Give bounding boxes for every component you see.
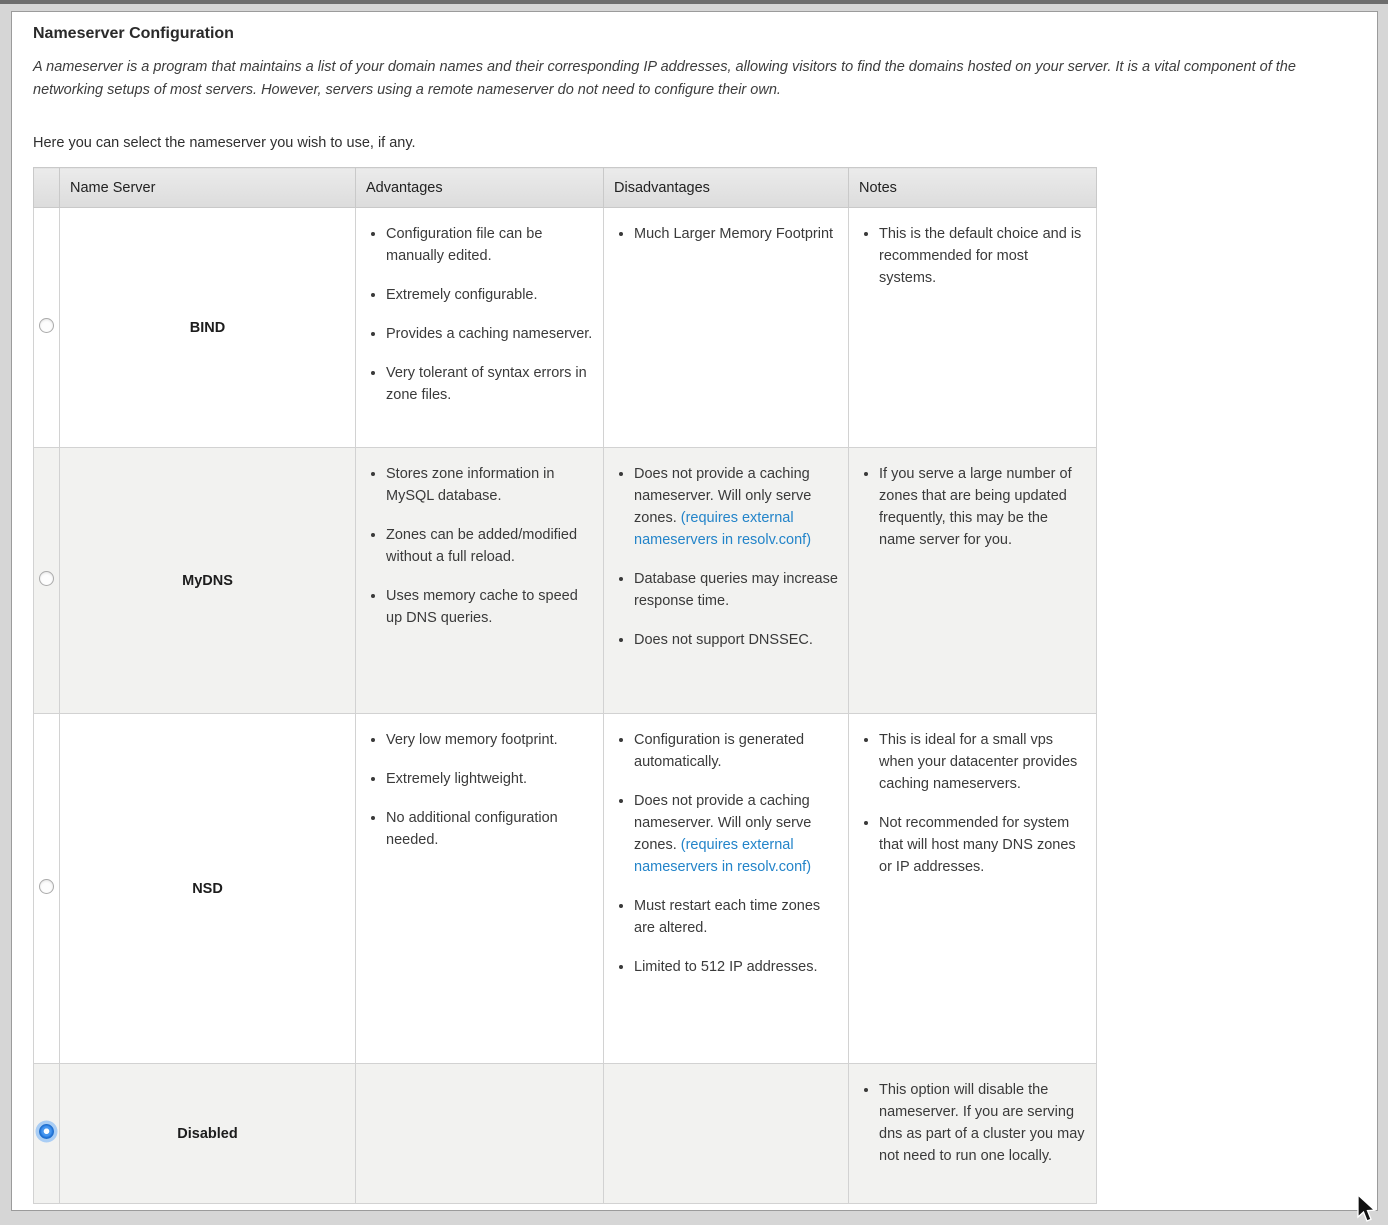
content-panel [11,11,1378,1211]
resolv-conf-link[interactable]: (requires external nameservers in resolv.conf) [634,837,812,875]
notes-item: • If you serve a large number of zones that are being updated frequently, this may be the name server for you. [879,463,1088,551]
window-top-edge [0,0,1388,4]
advantages-item: • No additional configuration needed. [386,807,595,851]
disadvantages-cell [604,714,849,1064]
page-description: A nameserver is a program that maintains a list of your domain names and their corresponding IP addresses, allowing visitors to find the domains hosted on your server. It is a vital component of the networking setups of most servers. However, servers using a remote nameserver do not need to configure their own. [33,59,1296,98]
disadvantages-cell [604,448,849,714]
resolv-conf-link[interactable]: (requires external nameservers in resolv.conf) [634,510,812,548]
radio-cell [34,714,60,1064]
disadvantages-item: • Does not provide a caching nameserver. Will only serve zones. (requires external nameservers in resolv.conf) [634,463,840,551]
column-header-radio [34,168,60,208]
notes-list [863,463,1088,578]
radio-cell [34,448,60,714]
notes-cell [849,208,1097,448]
radio-cell [34,208,60,448]
table-header-row [34,168,1097,208]
advantages-item: • Uses memory cache to speed up DNS queries. [386,585,595,629]
nameserver-radio-nsd[interactable] [39,879,54,894]
notes-cell [849,1064,1097,1204]
column-header-name-server: Name Server [60,168,356,208]
notes-cell [849,448,1097,714]
nameserver-name: Disabled [60,1064,356,1204]
table-row-bind [34,208,1097,448]
nameserver-radio-disabled[interactable] [39,1124,54,1139]
disadvantages-item: • Does not support DNSSEC. [634,629,840,651]
column-header-disadvantages: Disadvantages [604,168,849,208]
nameserver-radio-bind[interactable] [39,318,54,333]
advantages-item: • Very tolerant of syntax errors in zone files. [386,362,595,406]
advantages-cell [356,208,604,448]
advantages-item: • Stores zone information in MySQL database. [386,463,595,507]
advantages-list [370,223,595,433]
column-header-advantages: Advantages [356,168,604,208]
advantages-cell [356,448,604,714]
notes-item: • Not recommended for system that will host many DNS zones or IP addresses. [879,812,1088,878]
disadvantages-cell [604,208,849,448]
notes-item: • This option will disable the nameserver. If you are serving dns as part of a cluster you may not need to run one locally. [879,1079,1088,1167]
disadvantages-list [618,729,840,1005]
advantages-cell [356,1064,604,1204]
table-row-disabled [34,1064,1097,1204]
advantages-item: • Provides a caching nameserver. [386,323,595,345]
nameserver-table [33,167,1097,1204]
radio-cell [34,1064,60,1204]
advantages-list [370,463,595,656]
nameserver-name: NSD [60,714,356,1064]
notes-list [863,223,1088,316]
disadvantages-item: • Much Larger Memory Footprint [634,223,840,245]
disadvantages-item: • Must restart each time zones are altered. [634,895,840,939]
notes-list [863,1079,1088,1194]
disadvantages-list [618,223,840,272]
notes-cell [849,714,1097,1064]
table-row-mydns [34,448,1097,714]
advantages-item: • Extremely configurable. [386,284,595,306]
notes-list [863,729,1088,905]
disadvantages-item: • Limited to 512 IP addresses. [634,956,840,978]
notes-item: • This is ideal for a small vps when your datacenter provides caching nameservers. [879,729,1088,795]
advantages-item: • Very low memory footprint. [386,729,595,751]
advantages-item: • Extremely lightweight. [386,768,595,790]
nameserver-radio-mydns[interactable] [39,571,54,586]
advantages-item: • Configuration file can be manually edited. [386,223,595,267]
disadvantages-cell [604,1064,849,1204]
advantages-item: • Zones can be added/modified without a full reload. [386,524,595,568]
disadvantages-list [618,463,840,678]
disadvantages-item: • Database queries may increase response time. [634,568,840,612]
page-title: Nameserver Configuration [33,25,234,42]
column-header-notes: Notes [849,168,1097,208]
nameserver-name: MyDNS [60,448,356,714]
notes-item: • This is the default choice and is recommended for most systems. [879,223,1088,289]
advantages-cell [356,714,604,1064]
selection-instruction: Here you can select the nameserver you wish to use, if any. [33,135,416,151]
nameserver-name: BIND [60,208,356,448]
panel-inner [12,12,1377,1204]
disadvantages-item: • Does not provide a caching nameserver. Will only serve zones. (requires external nameservers in resolv.conf) [634,790,840,878]
disadvantages-item: • Configuration is generated automatically. [634,729,840,773]
advantages-list [370,729,595,878]
table-row-nsd [34,714,1097,1064]
